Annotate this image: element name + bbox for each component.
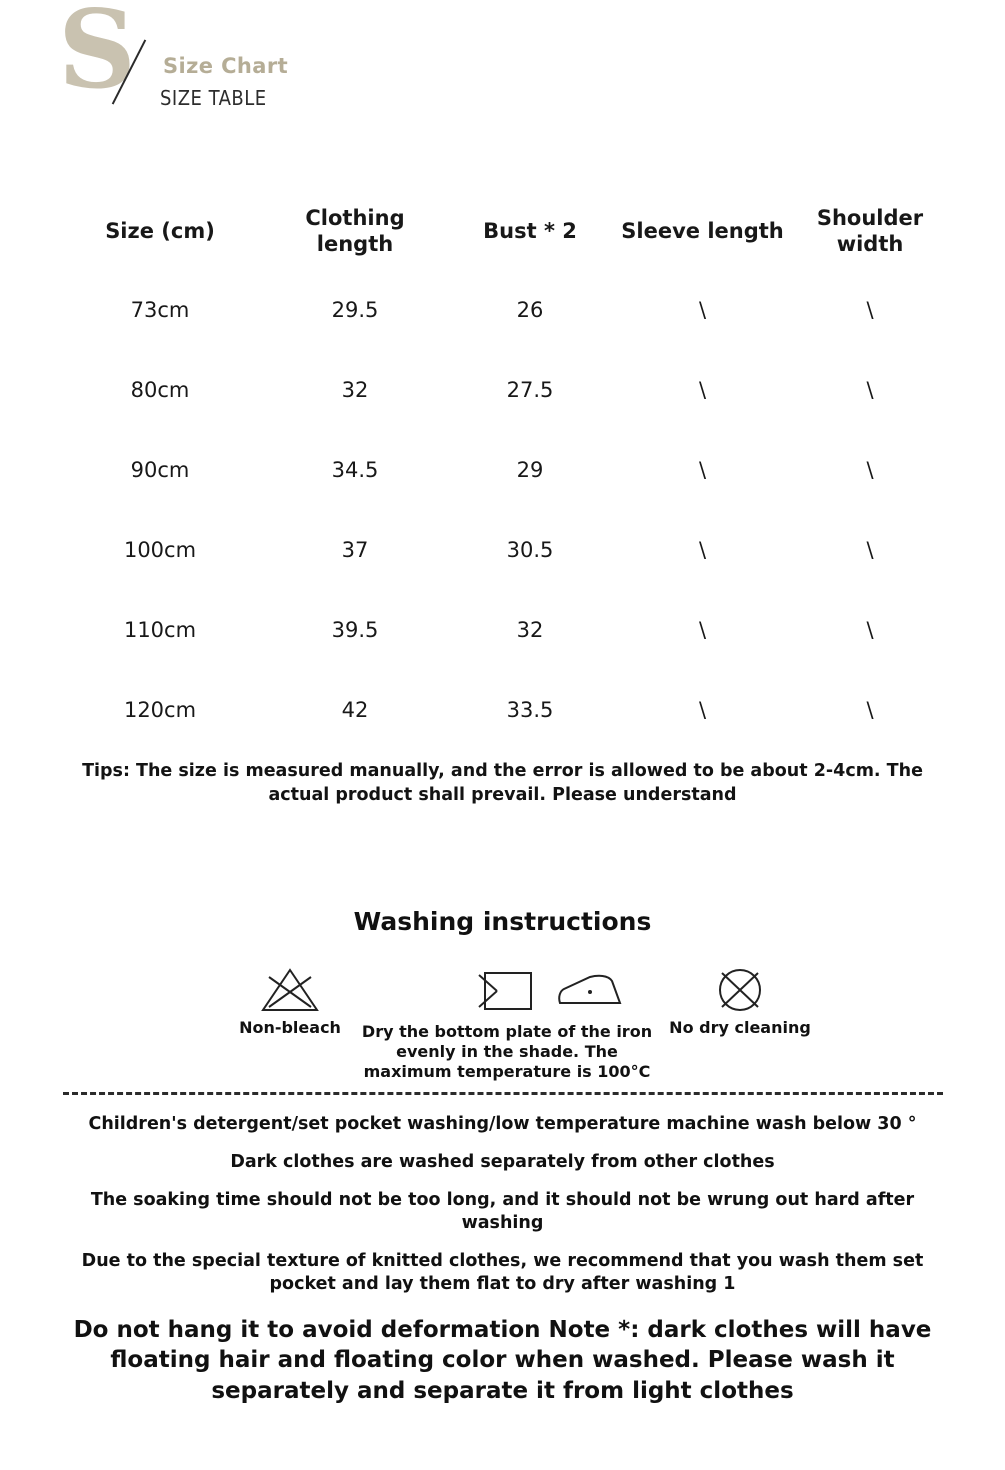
no-dry-cleaning-icon: [660, 966, 820, 1014]
cell-size: 90cm: [130, 458, 190, 482]
washing-symbols: [0, 966, 1005, 1086]
cell-size: 100cm: [123, 538, 197, 562]
brand-logo-letter: S: [58, 0, 134, 113]
cell-bust: 32: [516, 618, 544, 642]
page-title: Size Chart: [163, 54, 289, 78]
symbol-label: Dry the bottom plate of the iron evenly in the shade. The maximum temperature is 100°C: [361, 1022, 653, 1082]
cell-clothing-length: 34.5: [331, 458, 379, 482]
cell-size: 80cm: [130, 378, 190, 402]
cell-sleeve-length: \: [698, 298, 707, 322]
care-note: Dark clothes are washed separately from other clothes: [230, 1151, 775, 1172]
page-header: [0, 0, 1005, 130]
table-row: [53, 430, 953, 510]
care-note-emphasis: Do not hang it to avoid deformation Note *: dark clothes will have floating hair and floating color when washed. Please wash it separately and separate it from light clothes: [73, 1317, 932, 1404]
cell-shoulder-width: \: [866, 618, 874, 642]
table-row: [53, 670, 953, 750]
care-note: Due to the special texture of knitted clothes, we recommend that you wash them set pocket and lay them flat to dry after washing 1: [81, 1250, 924, 1295]
table-row: [53, 590, 953, 670]
cell-clothing-length: 39.5: [331, 618, 379, 642]
care-notes: [53, 1113, 953, 1406]
column-header-size: Size (cm): [105, 218, 215, 243]
cell-clothing-length: 29.5: [331, 298, 379, 322]
cell-size: 120cm: [123, 698, 197, 722]
symbol-iron: [520, 966, 660, 1018]
page-subtitle: SIZE TABLE: [160, 86, 267, 110]
table-header-row: [53, 192, 953, 270]
cell-bust: 29: [516, 458, 544, 482]
table-row: [53, 510, 953, 590]
cell-sleeve-length: \: [698, 618, 707, 642]
cell-sleeve-length: \: [698, 698, 707, 722]
symbol-label: Non-bleach: [239, 1018, 341, 1038]
column-header-shoulder-width: Shoulder width: [816, 205, 924, 256]
column-header-clothing-length: Clothing length: [305, 205, 405, 256]
care-note: Children's detergent/set pocket washing/low temperature machine wash below 30 °: [88, 1114, 917, 1135]
symbol-no-dry-cleaning: [660, 966, 820, 1038]
table-row: [53, 270, 953, 350]
measurement-tips: Tips: The size is measured manually, and the error is allowed to be about 2-4cm. The actual product shall prevail. Please understand: [82, 761, 923, 805]
cell-clothing-length: 32: [341, 378, 369, 402]
cell-size: 73cm: [130, 298, 190, 322]
iron-icon: [520, 966, 660, 1014]
care-note: The soaking time should not be too long, and it should not be wrung out hard after washing: [90, 1189, 915, 1234]
cell-bust: 27.5: [506, 378, 554, 402]
washing-instructions-title: Washing instructions: [353, 907, 652, 937]
size-chart-table: [53, 192, 953, 750]
cell-shoulder-width: \: [866, 458, 874, 482]
column-header-sleeve-length: Sleeve length: [621, 218, 784, 243]
cell-shoulder-width: \: [866, 378, 874, 402]
cell-sleeve-length: \: [698, 378, 707, 402]
cell-sleeve-length: \: [698, 458, 707, 482]
cell-clothing-length: 37: [341, 538, 369, 562]
cell-shoulder-width: \: [866, 298, 874, 322]
symbol-label: No dry cleaning: [669, 1018, 811, 1038]
cell-sleeve-length: \: [698, 538, 707, 562]
cell-size: 110cm: [123, 618, 197, 642]
cell-shoulder-width: \: [866, 538, 874, 562]
no-bleach-icon: [205, 966, 375, 1014]
cell-clothing-length: 42: [341, 698, 369, 722]
table-row: [53, 350, 953, 430]
cell-bust: 33.5: [506, 698, 554, 722]
cell-shoulder-width: \: [866, 698, 874, 722]
column-header-bust: Bust * 2: [483, 218, 577, 243]
cell-bust: 26: [516, 298, 544, 322]
section-divider: [63, 1092, 943, 1095]
cell-bust: 30.5: [506, 538, 554, 562]
symbol-non-bleach: [205, 966, 375, 1038]
